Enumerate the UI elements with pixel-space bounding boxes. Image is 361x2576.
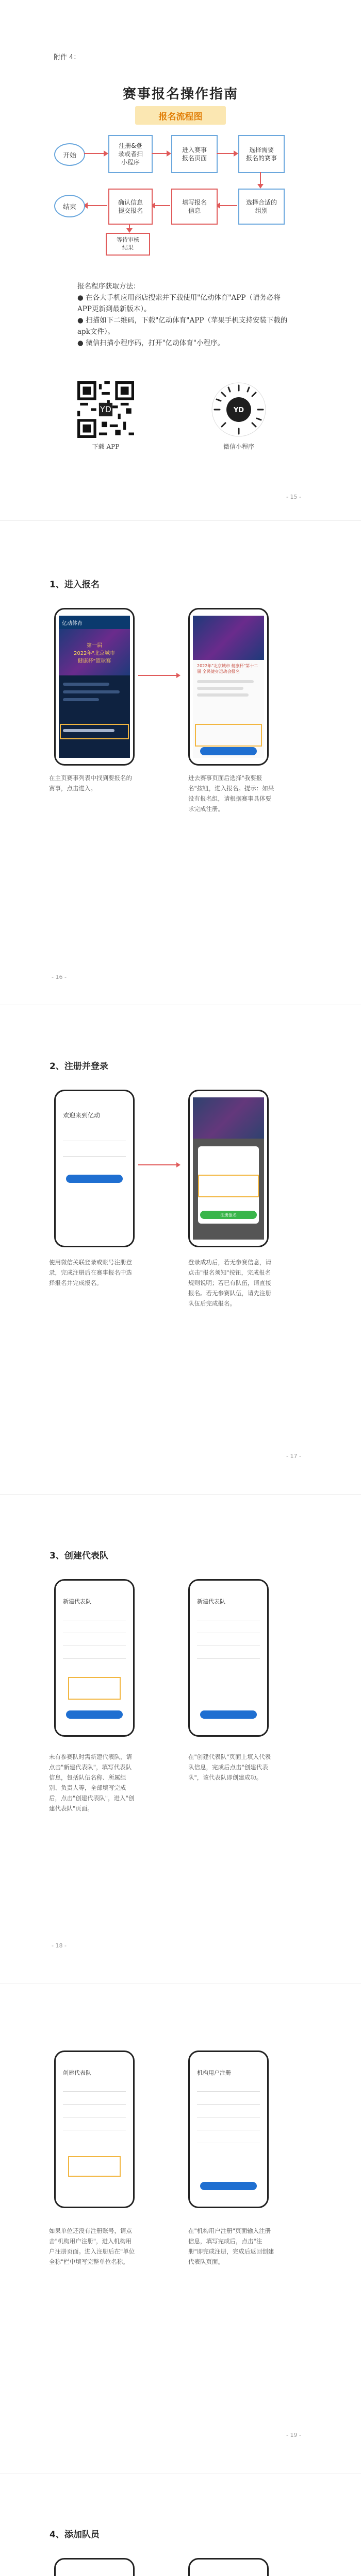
screen-title: 新建代表队 [197, 1598, 225, 1605]
section-title: 2、注册并登录 [50, 1061, 108, 1072]
phone-screenshot-team-form [188, 1579, 269, 1737]
phone-screenshot-login [54, 1090, 135, 1247]
mini-program-label: 微信小程序 [223, 443, 254, 450]
page-number: - 17 - [286, 1453, 301, 1460]
flow-arrow [152, 153, 170, 154]
highlight-box [198, 1175, 259, 1197]
page-4 [0, 1499, 361, 1978]
flow-start: 开始 [54, 143, 85, 166]
flow-step-2: 进入赛事 报名页面 [171, 135, 218, 173]
highlight-box [68, 1677, 121, 1700]
page-5 [0, 1989, 361, 2468]
page-divider [0, 1494, 361, 1495]
annex-label: 附件 4： [54, 54, 80, 61]
document-title: 赛事报名操作指南 [122, 87, 238, 102]
flow-step-5: 填写报名 信息 [171, 189, 218, 225]
flow-arrow [217, 205, 237, 206]
phone-screenshot-team [54, 1579, 135, 1737]
intro-item: ● 扫描如下二维码，下载"亿动体育"APP（苹果手机支持安装下载的apk文件）。 [77, 316, 288, 336]
page-1 [0, 0, 361, 515]
phone-screenshot-team-detail [54, 2558, 135, 2576]
event-title: 2022年"北京城市 健康杯"第十二届 全民健身运动会报名 [197, 664, 258, 674]
phone-screenshot-popup [188, 1090, 269, 1247]
screen-title: 新建代表队 [63, 1598, 91, 1605]
flow-arrow [84, 205, 107, 206]
step-caption-right: 在"机构用户注册"页面输入注册信息，填写完成后，点击"注册"即完成注册，完成后返回创建代表队页面。 [188, 2227, 274, 2265]
intro-heading: 报名程序获取方法： [77, 282, 140, 291]
step-caption-left: 未有参赛队时需新建代表队，请点击"新建代表队"，填写代表队信息，包括队伍名称、所属组别、负责人等，全部填写完成后，点击"创建代表队"，进入"创建代表队"页面。 [49, 1753, 135, 1812]
step-arrow [138, 675, 179, 676]
phone-screenshot-create [54, 2050, 135, 2208]
step-caption-left: 如果单位还没有注册账号，请点击"机构用户注册"，进入机构用户注册页面。进入注册后在"单位全称"栏中填写完整单位名称。 [49, 2227, 135, 2265]
app-header: 亿动体育 [59, 616, 130, 629]
flow-step-4: 选择合适的 组别 [238, 189, 285, 225]
section-title: 4、添加队员 [50, 2530, 100, 2540]
screen-title: 机构用户注册 [197, 2070, 231, 2076]
phone-screenshot-event [188, 608, 269, 766]
flow-end: 结束 [54, 195, 85, 217]
welcome-text: 欢迎来到亿动 [63, 1112, 101, 1119]
flow-chart-title: 报名流程图 [135, 106, 226, 125]
svg-text:YD: YD [100, 404, 111, 415]
page-3 [0, 1010, 361, 1489]
flow-step-1: 注册&登 录或者扫 小程序 [108, 135, 153, 173]
highlight-box [68, 2156, 121, 2177]
section-title: 3、创建代表队 [50, 1551, 108, 1561]
flow-arrow [217, 153, 237, 154]
step-arrow [138, 1164, 179, 1165]
intro-item: ● 在各大手机应用商店搜索并下载使用"亿动体育"APP（请务必将APP更新到最新版本）。 [77, 294, 281, 313]
flow-arrow [152, 205, 170, 206]
step-caption-right: 登录成功后，若无参赛信息，请点击"报名须知"按钮，完成报名规则说明；若已有队伍，请直接报名。若无参赛队伍，请先注册队伍后完成报名。 [188, 1259, 271, 1307]
app-qr-code [77, 381, 134, 438]
register-button [200, 747, 257, 755]
svg-text:YD: YD [233, 406, 244, 414]
flow-step-7: 等待审核 结果 [106, 233, 150, 256]
flow-step-3: 选择需要 报名的赛事 [238, 135, 285, 173]
page-number: - 16 - [52, 974, 67, 980]
highlight-box [195, 724, 262, 747]
popup-register-button: 注册报名 [200, 1211, 257, 1219]
section-title: 1、进入报名 [50, 580, 100, 590]
phone-screenshot-add-member [188, 2558, 269, 2576]
flow-step-6: 确认信息 提交报名 [108, 189, 153, 225]
page-number: - 18 - [52, 1942, 67, 1949]
flow-arrow [260, 172, 261, 188]
intro-text [77, 281, 294, 349]
event-banner: 第一届 2022年"北京城市 健康杯"篮球赛 [59, 629, 130, 675]
page-divider [0, 520, 361, 521]
step-caption-left: 使用微信关联登录或账号注册登录，完成注册后在赛事报名中选择报名并完成报名。 [49, 1259, 132, 1286]
page-number: - 19 - [286, 2432, 301, 2438]
step-caption-right: 进去赛事页面后选择"我要报名"按钮，进入报名。提示：如果没有报名组，请根据赛事具体要求完成注册。 [188, 774, 274, 812]
flow-arrow [129, 224, 130, 232]
phone-screenshot-home [54, 608, 135, 766]
page-number: - 15 - [286, 494, 301, 500]
intro-item: ● 微信扫描小程序码，打开"亿动体育"小程序。 [77, 339, 224, 347]
app-qr-label: 下载 APP [92, 443, 120, 450]
mini-program-code [210, 381, 267, 438]
phone-screenshot-org-register [188, 2050, 269, 2208]
page-6 [0, 2478, 361, 2576]
page-2 [0, 526, 361, 999]
screen-title: 创建代表队 [63, 2070, 91, 2076]
flow-arrow [84, 153, 107, 154]
step-caption-right: 在"创建代表队"页面上填入代表队信息，完成后点击"创建代表队"，该代表队即创建成功。 [188, 1753, 271, 1781]
step-caption-left: 在主页赛事列表中找到要报名的赛事，点击进入。 [49, 774, 132, 792]
